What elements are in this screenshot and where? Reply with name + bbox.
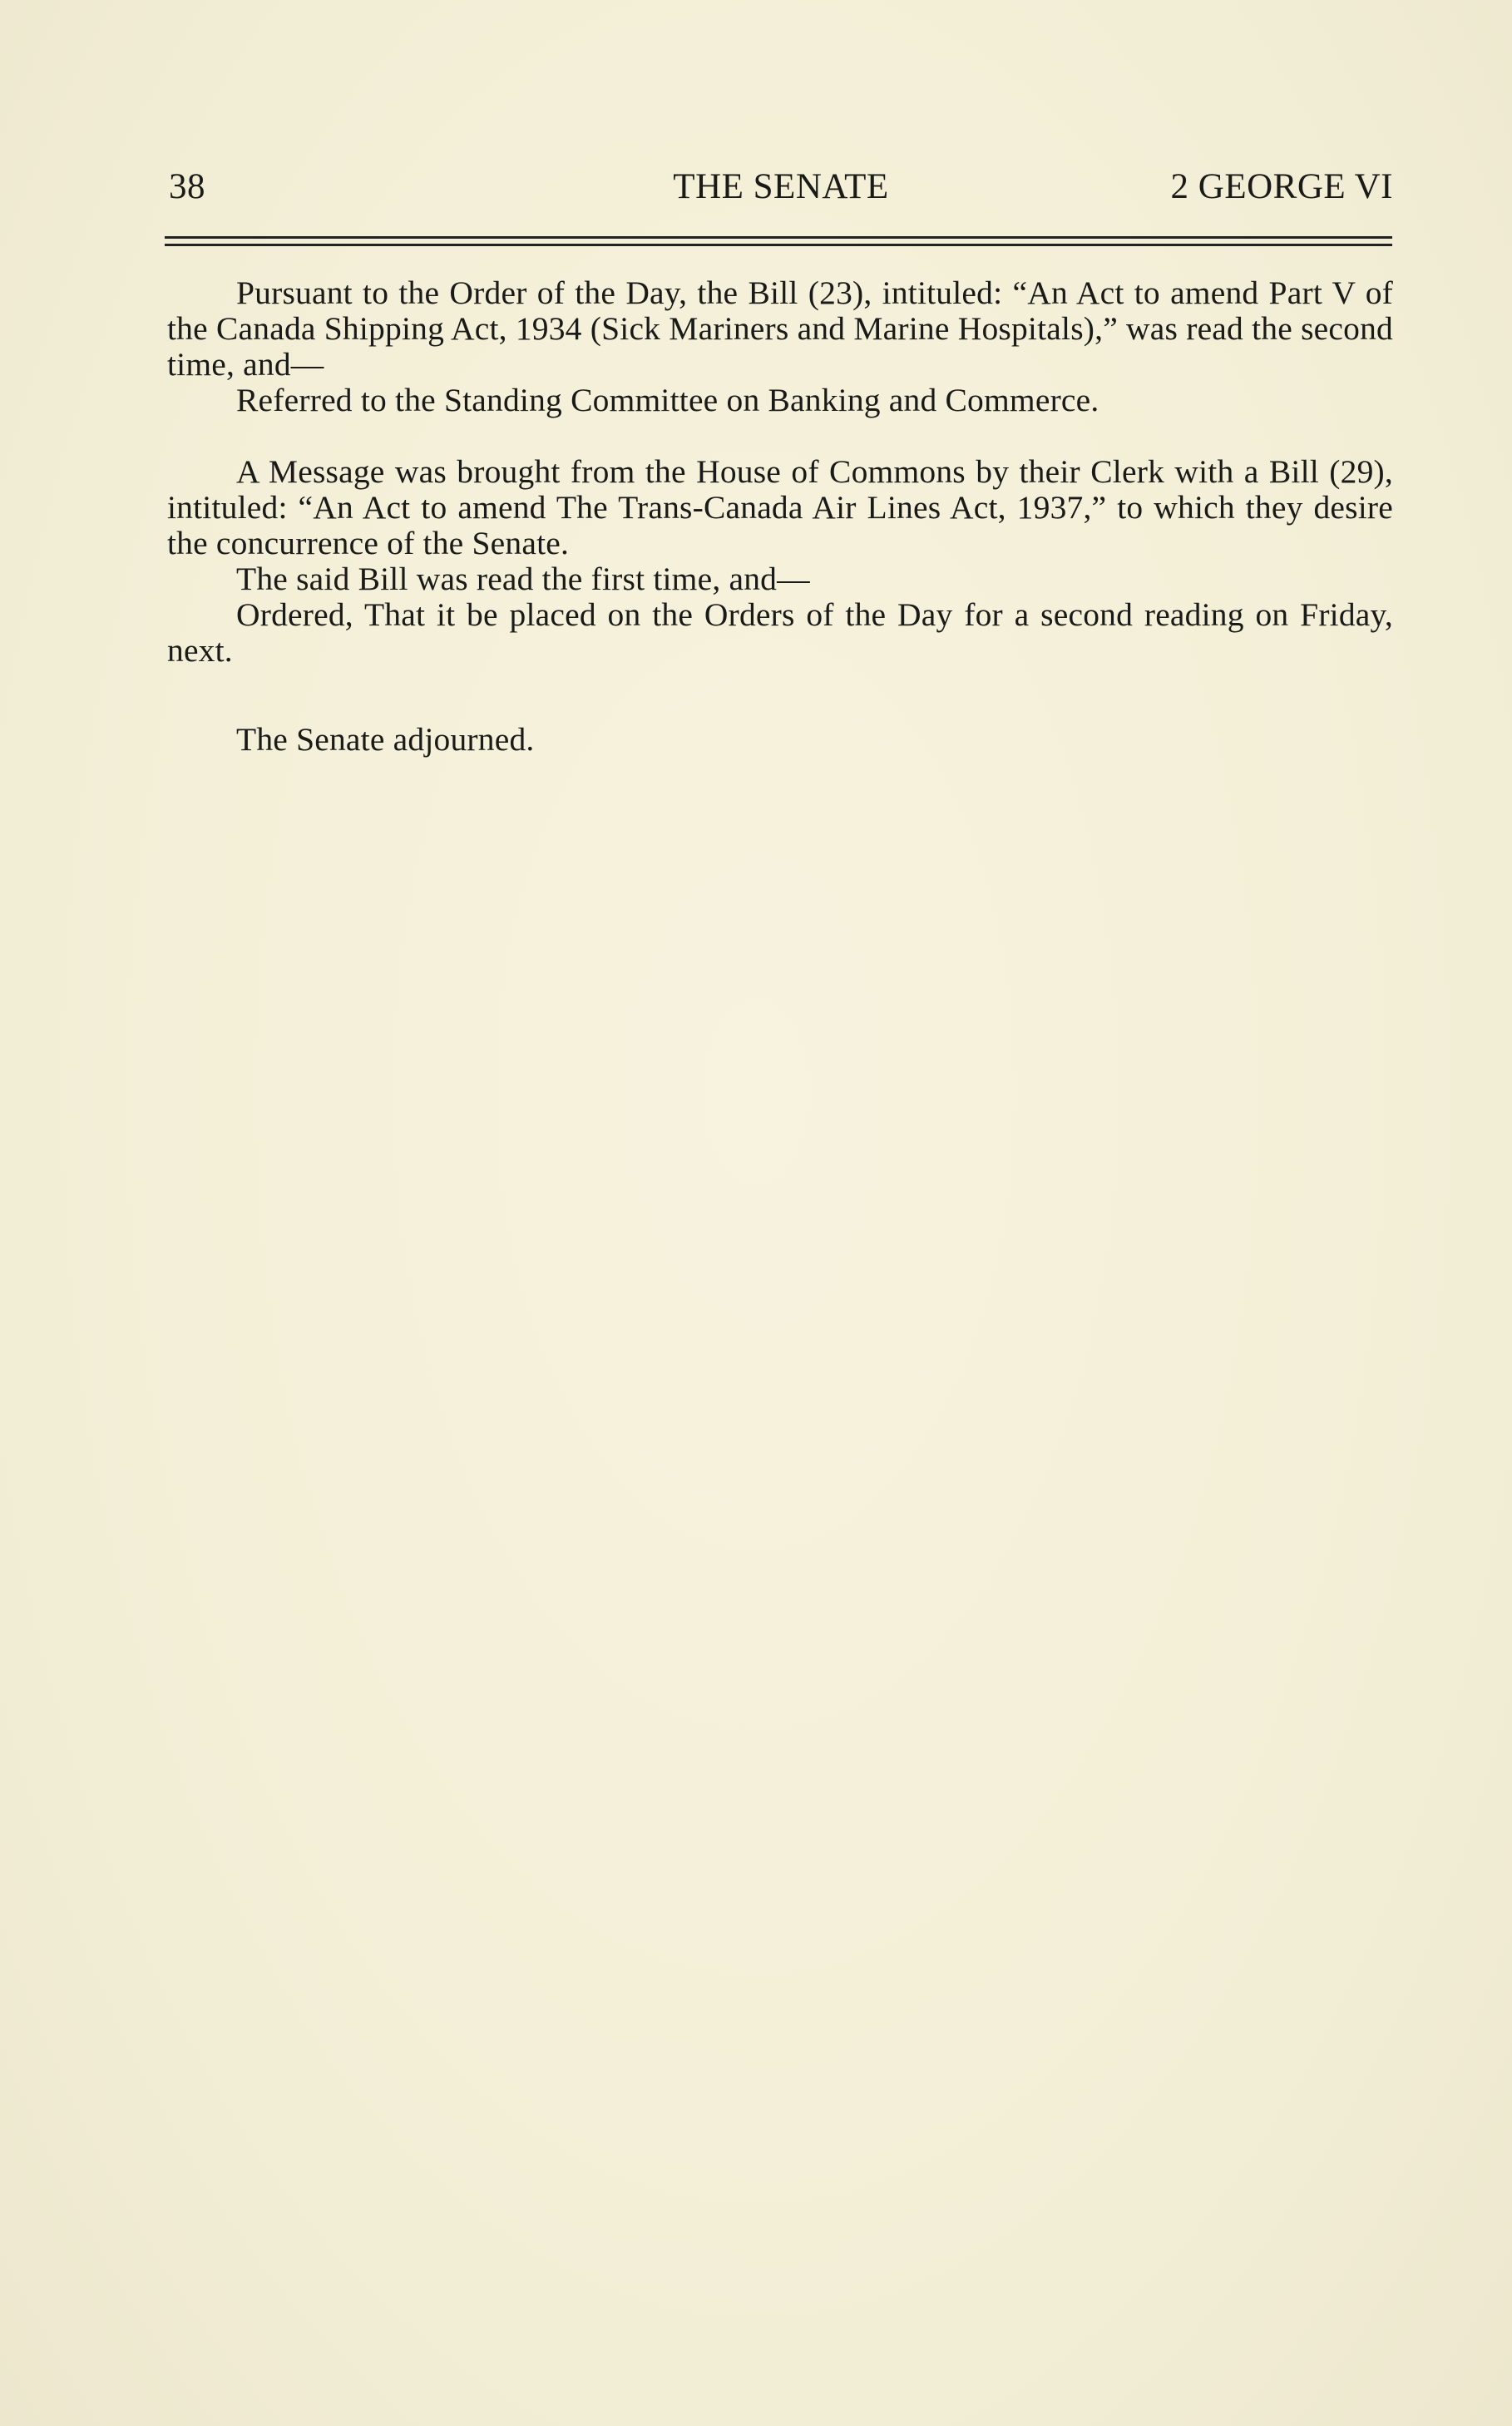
- paragraph-ordered: Ordered, That it be placed on the Orders of the Day for a second reading on Friday, next.: [167, 596, 1393, 669]
- paragraph-gap: [167, 418, 1393, 454]
- journal-body: [167, 275, 1393, 758]
- paragraph-message: A Message was brought from the House of Commons by their Clerk with a Bill (29), intituled: “An Act to amend The Trans-Canada Air Lines Act, 1937,” to which they desire the concurrence of the Senate.: [167, 453, 1393, 561]
- paragraph-adjourned: The Senate adjourned.: [236, 721, 535, 758]
- header-rule-top: [165, 236, 1392, 239]
- page-title: THE SENATE: [673, 167, 889, 206]
- paragraph-referred: Referred to the Standing Committee on Banking and Commerce.: [236, 382, 1099, 418]
- page-header: [169, 166, 1393, 216]
- header-rule-bottom: [165, 244, 1392, 246]
- paragraph-second-reading: Pursuant to the Order of the Day, the Bill (23), intituled: “An Act to amend Part V of the Canada Shipping Act, 1934 (Sick Mariners and Marine Hospitals),” was read the second time, and—: [167, 274, 1393, 383]
- session-label: 2 GEORGE VI: [1170, 167, 1393, 206]
- paragraph-gap: [167, 669, 1393, 722]
- page-number: 38: [169, 167, 205, 206]
- paragraph-first-reading: The said Bill was read the first time, and—: [236, 561, 810, 597]
